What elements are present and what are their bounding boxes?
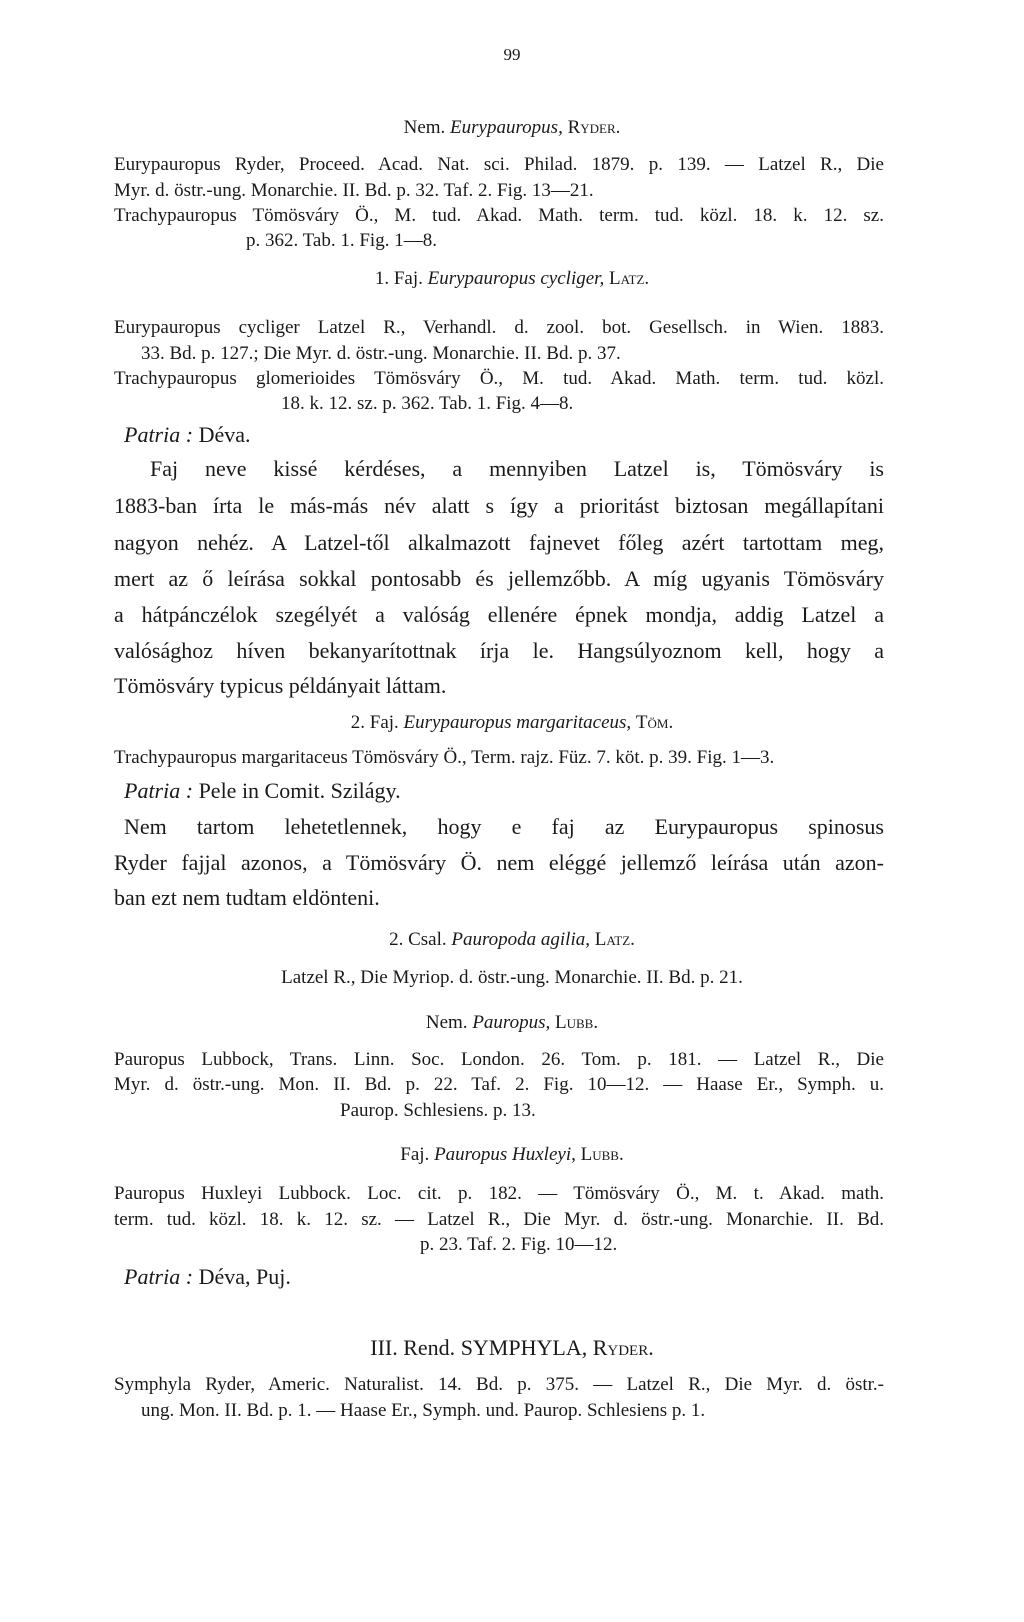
species-author: Latz. xyxy=(608,268,650,289)
reference-line: Latzel R., Die Myriop. d. östr.-ung. Monarchie. II. Bd. p. 21. xyxy=(281,967,743,988)
patria-value: Pele in Comit. Szilágy. xyxy=(198,778,401,803)
reference-line: Pauropus Huxleyi Lubbock. Loc. cit. p. 182. — Tömösváry Ö., M. t. Akad. math. xyxy=(114,1183,884,1204)
patria-label: Patria : xyxy=(124,422,194,447)
paragraph-line: 1883-ban írta le más-más név alatt s így a prioritást biztosan megállapítani xyxy=(114,493,884,518)
heading-prefix: Nem. xyxy=(425,1012,468,1033)
page-number: 99 xyxy=(503,45,521,64)
genus-name: Pauropus, xyxy=(472,1012,551,1033)
family-heading-pauropoda xyxy=(0,930,1024,949)
patria-line xyxy=(124,780,401,802)
paragraph-line: mert az ő leírása sokkal pontosabb és jellemzőbb. A míg ugyanis Tömösváry xyxy=(114,566,884,591)
reference-line: 18. k. 12. sz. p. 362. Tab. 1. Fig. 4—8. xyxy=(281,393,574,414)
genus-author: Ryder. xyxy=(567,117,621,138)
heading-prefix: III. Rend. xyxy=(370,1335,456,1360)
species-name: Pauropus Huxleyi, xyxy=(434,1144,576,1165)
reference-line: p. 362. Tab. 1. Fig. 1—8. xyxy=(246,230,437,251)
paragraph-line: nagyon nehéz. A Latzel-től alkalmazott fajnevet főleg azért tartottam meg, xyxy=(114,530,884,555)
genus-heading-eurypauropus xyxy=(0,118,1024,137)
reference-line: Eurypauropus Ryder, Proceed. Acad. Nat. sci. Philad. 1879. p. 139. — Latzel R., Die xyxy=(114,154,884,175)
reference-line: Trachypauropus Tömösváry Ö., M. tud. Akad. Math. term. tud. közl. 18. k. 12. sz. xyxy=(114,205,884,226)
species-heading-huxleyi xyxy=(0,1145,1024,1164)
patria-line xyxy=(124,424,250,446)
patria-line xyxy=(124,1266,291,1288)
reference-line: Eurypauropus cycliger Latzel R., Verhandl. d. zool. bot. Gesellsch. in Wien. 1883. xyxy=(114,317,884,338)
patria-label: Patria : xyxy=(124,1264,194,1289)
heading-prefix: Faj. xyxy=(400,1144,430,1165)
reference-line: p. 23. Taf. 2. Fig. 10—12. xyxy=(420,1234,618,1255)
reference-line: Symphyla Ryder, Americ. Naturalist. 14. Bd. p. 375. — Latzel R., Die Myr. d. östr.- xyxy=(114,1374,884,1395)
reference-line: term. tud. közl. 18. k. 12. sz. — Latzel R., Die Myr. d. östr.-ung. Monarchie. II. Bd. xyxy=(114,1209,884,1230)
paragraph-line: valósághoz híven bekanyarítottnak írja le. Hangsúlyoznom kell, hogy a xyxy=(114,638,884,663)
heading-prefix: Nem. xyxy=(403,117,446,138)
species-name: Eurypauropus cycliger, xyxy=(427,268,605,289)
species-author: Lubb. xyxy=(580,1144,624,1165)
order-name: SYMPHYLA, xyxy=(460,1335,588,1360)
reference-line: Pauropus Lubbock, Trans. Linn. Soc. London. 26. Tom. p. 181. — Latzel R., Die xyxy=(114,1049,884,1070)
heading-prefix: 1. Faj. xyxy=(374,268,423,289)
heading-prefix: 2. Faj. xyxy=(350,712,399,733)
genus-name: Eurypauropus, xyxy=(450,117,563,138)
family-author: Latz. xyxy=(594,929,635,950)
paragraph-line: Faj neve kissé kérdéses, a mennyiben Latzel is, Tömösváry is xyxy=(150,456,884,481)
paragraph-line: ban ezt nem tudtam eldönteni. xyxy=(114,885,380,910)
reference-line: Myr. d. östr.-ung. Monarchie. II. Bd. p. 32. Taf. 2. Fig. 13—21. xyxy=(114,180,594,201)
patria-value: Déva. xyxy=(198,422,251,447)
paragraph-line: a hátpánczélok szegélyét a valóság ellenére épnek mondja, addig Latzel a xyxy=(114,602,884,627)
species-heading-cycliger xyxy=(0,269,1024,288)
genus-author: Lubb. xyxy=(555,1012,599,1033)
patria-value: Déva, Puj. xyxy=(198,1264,291,1289)
reference-line: ung. Mon. II. Bd. p. 1. — Haase Er., Symph. und. Paurop. Schlesiens p. 1. xyxy=(141,1400,706,1421)
reference-line: Trachypauropus glomerioides Tömösváry Ö., M. tud. Akad. Math. term. tud. közl. xyxy=(114,368,884,389)
reference-line: Myr. d. östr.-ung. Mon. II. Bd. p. 22. Taf. 2. Fig. 10—12. — Haase Er., Symph. u. xyxy=(114,1074,884,1095)
order-heading-symphyla xyxy=(0,1337,1024,1359)
family-name: Pauropoda agilia, xyxy=(451,929,590,950)
paragraph-line: Nem tartom lehetetlennek, hogy e faj az Eurypauropus spinosus xyxy=(124,814,884,839)
paragraph-line: Ryder fajjal azonos, a Tömösváry Ö. nem eléggé jellemző leírása után azon- xyxy=(114,850,884,875)
reference-line: Paurop. Schlesiens. p. 13. xyxy=(340,1100,536,1121)
heading-prefix: 2. Csal. xyxy=(389,929,447,950)
paragraph-line: Tömösváry typicus példányait láttam. xyxy=(114,673,447,698)
patria-label: Patria : xyxy=(124,778,194,803)
species-heading-margaritaceus xyxy=(0,713,1024,732)
order-author: Ryder. xyxy=(592,1335,654,1360)
species-author: Töm. xyxy=(635,712,674,733)
reference-line: Trachypauropus margaritaceus Tömösváry Ö., Term. rajz. Füz. 7. köt. p. 39. Fig. 1—3. xyxy=(114,747,775,768)
reference-line: 33. Bd. p. 127.; Die Myr. d. östr.-ung. Monarchie. II. Bd. p. 37. xyxy=(141,343,621,364)
species-name: Eurypauropus margaritaceus, xyxy=(403,712,632,733)
genus-heading-pauropus xyxy=(0,1013,1024,1032)
